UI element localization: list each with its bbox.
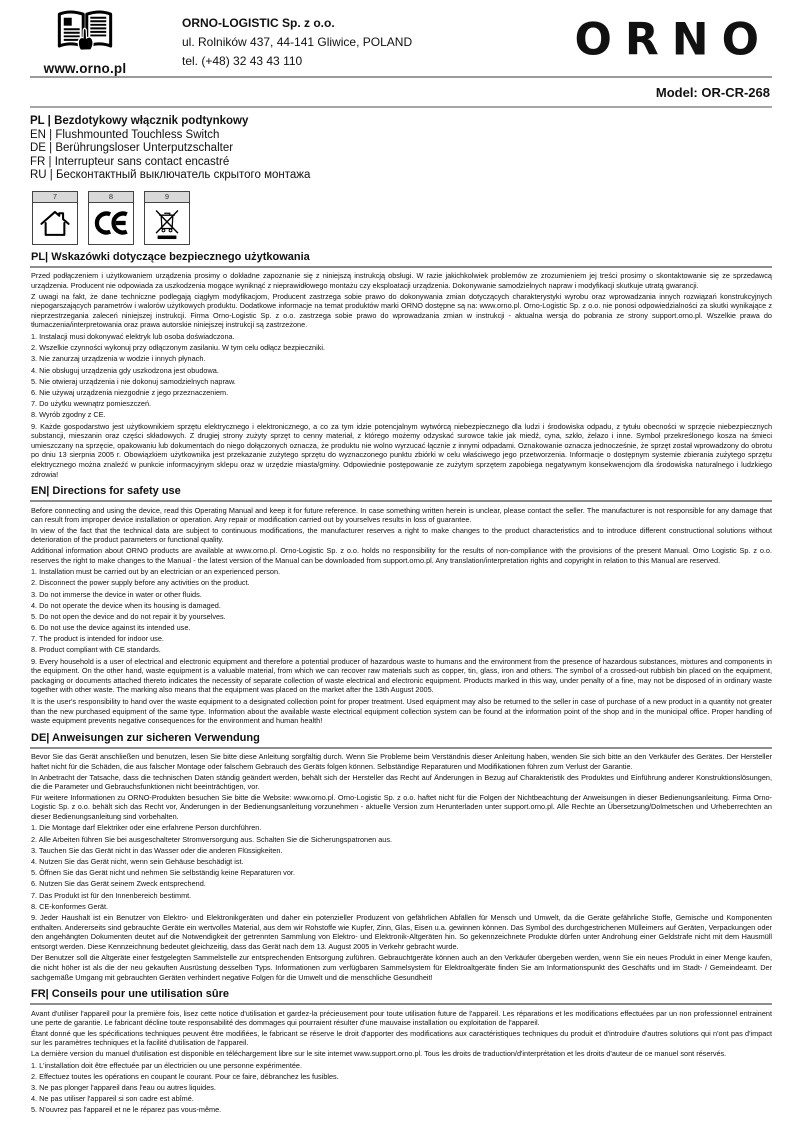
section-paragraphs [30,1009,772,1059]
list-item: 9. Jeder Haushalt ist ein Benutzer von Elektro- und Elektronikgeräten und daher ein potenzieller Produzent von gefährlichen Abfällen für Mensch und Umwelt, da die Geräte gefährliche Stoffe, Gemische und Komponenten enthalten. Andererseits sind gebrauchte Geräte ein wertvolles Material, aus dem wir Rohstoffe wie Kupfer, Zinn, Glas, Eisen u.a. gewinnen können. Das Symbol des durchgestrichenen Mülleimers auf Geräten, Verpackungen oder den angehängten Dokumenten deutet auf die Notwendigkeit der getrennten Sammlung von Elektro- und Elektronik-Altgeräten hin. So gekennzeichnete Produkte dürfen unter Androhung einer Geldstrafe nicht mit dem Hausmüll entsorgt werden. Diese Kennzeichnung bedeutet gleichzeitig, dass das Gerät nach dem 13. August 2005 in Verkehr gebracht wurde. [31,912,772,951]
list-item: 6. Nie używaj urządzenia niezgodnie z jego przeznaczeniem. [31,387,229,397]
list-item: 5. Öffnen Sie das Gerät nicht und nehmen Sie selbständig keine Reparaturen vor. [31,868,295,878]
badge-indoor-use [32,191,78,245]
list-item: 2. Effectuez toutes les opérations en coupant le courant. Pour ce faire, débranchez les fusibles. [31,1071,339,1081]
list-item: 2. Wszelkie czynności wykonuj przy odłączonym zasilaniu. W tym celu odłącz bezpieczniki. [31,343,326,353]
list-item: 7. Do użytku wewnątrz pomieszczeń. [31,399,152,409]
orno-brand-logo: ORNO [574,13,772,66]
company-name: ORNO-LOGISTIC Sp. z o.o. [182,16,335,30]
badge-ce [88,191,134,245]
ce-mark-icon [89,203,133,244]
manual-book-icon [55,41,115,58]
company-phone: tel. (+48) 32 43 43 110 [182,54,303,68]
section-pl-safety [30,251,772,479]
paragraph: Étant donné que les spécifications techniques peuvent être modifiées, le fabricant se réserve le droit d'apporter des modifications aux caractéristiques techniques du produit et d'introduire d'autres solutions qui n'ont pas d'impact sur les paramètres techniques et la facilité d'utilisation de l'appareil. [31,1028,772,1048]
section-post-paragraphs [30,697,772,726]
list-item: 5. Nie otwieraj urządzenia i nie dokonuj samodzielnych napraw. [31,376,236,386]
paragraph: Przed podłączeniem i użytkowaniem urządzenia prosimy o dokładne zapoznanie się z niniejszą instrukcją obsługi. W razie jakichkolwiek problemów ze zrozumieniem jej treści prosimy o skontaktowanie się ze sprzedawcą urządzenia. Producent nie odpowiada za uszkodzenia mogące wyniknąć z nieprawidłowego montażu czy eksploatacji urządzenia. Dokonywanie samodzielnych napraw i modyfikacji skutkuje utratą gwarancji. [31,271,772,291]
company-address: ul. Rolników 437, 44-141 Gliwice, POLAND [182,35,413,49]
list-item: 2. Alle Arbeiten führen Sie bei ausgeschalteter Stromversorgung aus. Schalten Sie die Sicherungspatronen aus. [31,834,393,844]
divider [30,106,772,108]
section-paragraphs [30,271,772,330]
paragraph: La dernière version du manuel d'utilisation est disponible en téléchargement libre sur le site internet www.support.orno.pl. Tous les droits de traduction/d'interprétation et les droits d'auteur de ce manuel sont réservés. [31,1049,727,1058]
list-item: 2. Disconnect the power supply before any activities on the product. [31,578,250,588]
product-titles [30,115,772,183]
section-paragraphs [30,506,772,566]
section-en-safety [30,485,772,726]
paragraph: Additional information about ORNO products are available at www.orno.pl. Orno-Logistic Sp. z o.o. holds no responsibility for the results of non-compliance with the provisions of the present Manual. Orno Logistic Sp. z o.o. reserves the right to make changes to the Manual - the latest version of the Manual can be downloaded from support.orno.pl. Any translation/interpretation rights and copyright in relation to this Manual are reserved. [31,545,772,565]
section-header: DE| Anweisungen zur sicheren Verwendung [31,731,260,744]
paragraph: It is the user's responsibility to hand over the waste equipment to a designated collection point for proper treatment. Used equipment may also be returned to the seller in case of purchase of a new product in a quantity not greater than the new purchased equipment of the same type. Information about the available waste electrical equipment collection system can be found at the information point of the shop and in the municipal office. Proper handling of waste equipment prevents negative consequences for the environment and human health! [31,697,772,726]
paragraph: Before connecting and using the device, read this Operating Manual and keep it for future reference. In case something written herein is unclear, please contact the seller. The manufacturer is not responsible for any damage that can result from improper device installation or operation. Any repair or modification carried out by yourselves results in loss of guarantee. [31,505,772,525]
list-item: 9. Every household is a user of electrical and electronic equipment and therefore a potential producer of hazardous waste to humans and the environment from the presence of hazardous substances, mixtures and components in the equipment. On the other hand, waste equipment is a valuable material, from which we can recover raw materials such as copper, tin, glass, iron and others. The symbol of a crossed-out rubbish bin placed on the equipment, packaging or documents attached thereto indicates the necessity of separate collection of waste electrical and electronic equipment. Products marked in this way, under penalty of a fine, may not be disposed of in ordinary waste together with other waste. The marking also means that the equipment was placed on the market after the 13th August 2005. [31,656,772,695]
paragraph: In view of the fact that the technical data are subject to continuous modifications, the manufacturer reserves a right to make changes to the product characteristics and to introduce different constructional solutions without deterioration of the product parameters or functional quality. [31,525,772,545]
list-item: 6. Do not use the device against its intended use. [31,623,191,633]
section-paragraphs [30,752,772,821]
section-header: PL| Wskazówki dotyczące bezpiecznego użytkowania [31,250,310,263]
product-title-line: DE | Berührungsloser Unterputzschalter [30,142,234,155]
list-item: 7. Das Produkt ist für den Innenbereich bestimmt. [31,890,192,900]
list-item: 4. Ne pas utiliser l'appareil si son cadre est abîmé. [31,1094,194,1104]
section-list [30,332,772,479]
section-de-safety [30,732,772,982]
paragraph: Der Benutzer soll die Altgeräte einer festgelegten Sammelstelle zur entsprechenden Entsorgung zuführen. Gebrauchtgeräte können auch an den Verkäufer übergeben werden, wenn Sie ein neues Produkt in einer Menge kaufen, die nicht höher ist als die der neu gekauften Ausrüstung desselben Typs. Informationen zum verfügbaren Sammelsystem für Elektroaltgeräte finden Sie am Informationspunkt des Geschäfts und im Stadt- / Gemeindeamt. Der sachgemäße Umgang mit gebrauchten Geräten verhindert negative Folgen für die Umwelt und die menschliche Gesundheit! [31,953,772,982]
divider [30,500,772,502]
list-item: 3. Ne pas plonger l'appareil dans l'eau ou autres liquides. [31,1082,216,1092]
list-item: 3. Tauchen Sie das Gerät nicht in das Wasser oder die anderen Flüssigkeiten. [31,845,283,855]
list-item: 1. Instalacji musi dokonywać elektryk lub osoba doświadczona. [31,332,235,342]
list-item: 1. L'installation doit être effectuée par un électricien ou une personne expérimentée. [31,1060,303,1070]
section-header: FR| Conseils pour une utilisation sûre [31,988,230,1001]
section-fr-safety [30,988,772,1115]
list-item: 4. Nie obsługuj urządzenia gdy uszkodzona jest obudowa. [31,365,219,375]
list-item: 3. Do not immerse the device in water or other fluids. [31,589,202,599]
list-item: 9. Każde gospodarstwo jest użytkownikiem sprzętu elektrycznego i elektronicznego, a co za tym idzie potencjalnym wytwórcą niebezpiecznego dla ludzi i środowiska odpadu, z tytułu obecności w sprzęcie niebezpiecznych substancji, mieszanin oraz części składowych. Z drugiej strony zużyty sprzęt to cenny materiał, z którego możemy odzyskać surowce takie jak miedź, cyna, szkło, żelazo i inne. Symbol przekreślonego kosza na śmieci umieszczany na sprzęcie, opakowaniu lub dokumentach do niego dołączonych oznacza, że produktu nie wolno wyrzucać łącznie z innymi odpadami. Oznakowanie oznacza jednocześnie, że sprzęt został wprowadzony do obrotu po dniu 13 sierpnia 2005 r. Obowiązkiem użytkownika jest przekazanie zużytego sprzętu do wyznaczonego punktu zbiórki w celu właściwego jego przetworzenia. Informacje o dostępnym systemie zbierania zużytego sprzętu elektrycznego można znaleźć w punkcie informacyjnym sklepu oraz w urzędzie miasta/gminy. Odpowiednie postępowanie ze zużytym sprzętem zapobiega negatywnym konsekwencjom dla środowiska naturalnego i ludzkiego zdrowia! [31,421,772,479]
list-item: 8. Wyrób zgodny z CE. [31,410,106,420]
product-title-line: EN | Flushmounted Touchless Switch [30,128,220,141]
section-post-paragraphs [30,953,772,982]
paragraph: Bevor Sie das Gerät anschließen und benutzen, lesen Sie bitte diese Anleitung sorgfältig durch. Wenn Sie Probleme beim Verständnis dieser Anleitung haben, wenden Sie sich bitte an den Verkäufer des Gerätes. Der Hersteller haftet nicht für die Schäden, die aus falscher Montage oder falschem Gebrauch des Geräts folgen können. Selbständige Reparaturen und Modifikationen führen zum Verlust der Garantie. [31,752,772,771]
paragraph: Für weitere Informationen zu ORNO-Produkten besuchen Sie bitte die Website: www.orno.pl. Orno-Logistic Sp. z o.o. haftet nicht für die Folgen der Nichtbeachtung der Anweisungen in dieser Bedienungsanleitung. Firma Orno-Logistic Sp. z o.o. behält sich das Recht vor, Änderungen in der Bedienungsanleitung vorzunehmen - aktuelle Version zum Herunterladen unter support.orno.pl. Alle Rechte an Übersetzung/Dolmetschen und Urheberrechten an dieser Bedienungsanleitung sind vorbehalten. [31,792,772,821]
list-item: 1. Die Montage darf Elektriker oder eine erfahrene Person durchführen. [31,823,262,833]
website-label: www.orno.pl [43,61,127,76]
divider [30,747,772,749]
house-icon [33,203,77,244]
list-item: 8. CE-konformes Gerät. [31,901,109,911]
model-number: Model: OR-CR-268 [655,85,770,100]
product-title-line: PL | Bezdotykowy włącznik podtynkowy [30,115,249,127]
list-item: 4. Do not operate the device when its housing is damaged. [31,600,221,610]
section-header: EN| Directions for safety use [31,485,181,498]
page-header [30,8,772,76]
list-item: 8. Product compliant with CE standards. [31,645,161,655]
section-list [30,1061,772,1115]
list-item: 1. Installation must be carried out by an electrician or an experienced person. [31,567,281,577]
section-list [30,823,772,951]
list-item: 5. Do not open the device and do not repair it by yourselves. [31,611,226,621]
certification-badges [32,191,772,245]
list-item: 4. Nutzen Sie das Gerät nicht, wenn sein Gehäuse beschädigt ist. [31,857,244,867]
badge-weee [144,191,190,245]
divider [30,266,772,268]
product-title-line: FR | Interrupteur sans contact encastré [30,155,230,168]
list-item: 3. Nie zanurzaj urządzenia w wodzie i innych płynach. [31,354,206,364]
paragraph: Z uwagi na fakt, że dane techniczne podlegają ciągłym modyfikacjom, Producent zastrzega sobie prawo do dokonywania zmian dotyczących charakterystyki wyrobu oraz wprowadzania innych rozwiązań konstrukcyjnych niepogarszających parametrów i walorów użytkowych produktu. Dodatkowe informacje na temat produktów marki ORNO dostępne są na: www.orno.pl. Orno-Logistic Sp. z o.o. nie ponosi odpowiedzialności za skutki wynikające z nieprzestrzegania zaleceń niniejszej instrukcji. Firma Orno-Logistic Sp. z o.o. zastrzega sobie prawo do wprowadzania zmian w instrukcji - aktualna wersja do pobrania ze strony support.orno.pl. Wszelkie prawa do tłumaczenia/interpretowania oraz prawa autorskie niniejszej instrukcji są zastrzeżone. [31,291,772,330]
divider [30,1003,772,1005]
badge-number: 9 [145,192,189,203]
logo-block [30,8,140,76]
list-item: 7. The product is intended for indoor use. [31,634,164,644]
weee-bin-icon [145,203,189,244]
paragraph: In Anbetracht der Tatsache, dass die technischen Daten ständig geändert werden, behält sich der Hersteller das Recht auf Änderungen in Bezug auf Charakteristik des Produktes und Einführung anderer Konstruktionslösungen, die die Parameter und Gebrauchsfunktionen nicht beeinträchtigen, vor. [31,772,772,792]
paragraph: Avant d'utiliser l'appareil pour la première fois, lisez cette notice d'utilisation et gardez-la précieusement pour toute utilisation future de l'appareil. Les réparations et les modifications effectuées par un non professionnel entrainent une perte de garantie. Le fabricant décline toute responsabilité des dommages qui pourraient résulter d'une mauvaise installation ou exploitation de l'appareil. [31,1008,772,1028]
badge-number: 8 [89,192,133,203]
badge-number: 7 [33,192,77,203]
company-info [182,14,412,71]
list-item: 6. Nutzen Sie das Gerät seinem Zweck entsprechend. [31,879,206,889]
product-title-line: RU | Бесконтактный выключатель скрытого монтажа [30,169,311,182]
section-list [30,567,772,695]
list-item: 5. N'ouvrez pas l'appareil et ne le réparez pas vous-même. [31,1105,222,1115]
